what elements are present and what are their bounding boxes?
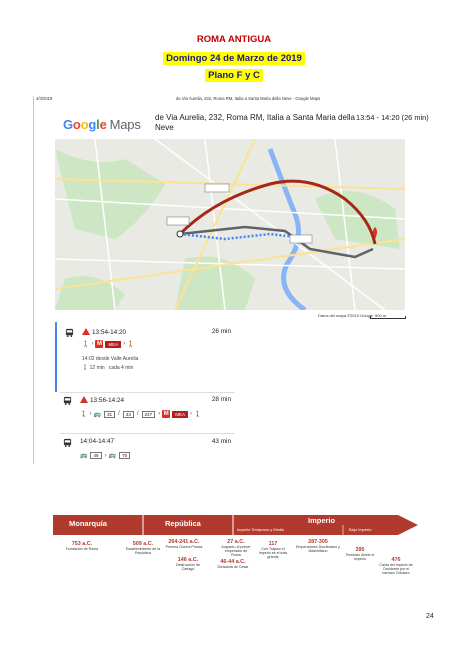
logo-word: Maps [109, 117, 141, 132]
bus-icon: 🚌 [93, 411, 101, 418]
route-steps [82, 340, 135, 348]
route-time [82, 328, 126, 336]
chevron-right-icon: › [104, 452, 107, 459]
event-text: Emperadores Diocleciano y Maximiliano [296, 545, 340, 553]
route-label-box [205, 184, 229, 192]
margin-line [33, 96, 34, 464]
event-year: 287-305 [308, 539, 328, 545]
transit-icon [63, 438, 72, 447]
bus-line: 70 [119, 452, 130, 459]
timeline-event [217, 559, 249, 569]
event-text: Dictadura de César [217, 565, 249, 569]
route-map[interactable] [55, 139, 405, 310]
event-text: Caída del imperio de Occidente por el bárbaro Odoacro [379, 563, 413, 575]
timeline-event [125, 541, 161, 555]
origin-marker [177, 231, 183, 237]
map-scale-bar [370, 316, 406, 319]
route-duration: 43 min [211, 438, 231, 445]
route-duration: 28 min [211, 396, 231, 403]
logo-letter: e [99, 117, 107, 132]
logo-letter: l [96, 117, 100, 132]
metro-line-badge: MEA [172, 411, 188, 418]
chevron-right-icon: › [91, 341, 94, 347]
event-text: Con Trajano el Imperio es el más grande [258, 547, 288, 559]
event-year: 753 a.C. [71, 541, 93, 547]
route-title: de Via Aurelia, 232, Roma RM, Italia a Santa Maria della Neve [155, 113, 355, 132]
walk-info [82, 365, 133, 371]
metro-icon: M [96, 341, 102, 347]
transit-icon [65, 328, 74, 337]
plan-heading [0, 69, 468, 82]
timeline-event [171, 557, 205, 571]
walk-time: 12 min [89, 365, 105, 371]
event-text: Establecimiento de la República [125, 547, 161, 555]
warning-icon [82, 328, 90, 335]
chevron-right-icon: › [89, 411, 92, 417]
page-number: 24 [426, 613, 434, 620]
timeline-event [65, 541, 99, 551]
timeline-event [295, 539, 341, 553]
map-scale-label: 500 m [375, 313, 387, 318]
separator: / [118, 411, 120, 417]
route-steps [80, 410, 201, 418]
separator: / [136, 411, 139, 417]
chevron-right-icon: › [190, 411, 192, 417]
era-monarquia: Monarquía [69, 519, 107, 528]
plan-heading-text: Plano F y C [205, 69, 263, 82]
timeline-arrow [53, 513, 418, 537]
timeline-event [255, 541, 291, 559]
bus-line: 31 [104, 411, 115, 418]
print-doc-title: de Via Aurelia, 232, Roma RM, Italia a Santa Maria della Neve - Google Maps [176, 96, 321, 101]
event-year: 476 [391, 557, 401, 563]
route-option-1[interactable] [55, 322, 235, 392]
walk-icon: 🚶 [127, 341, 135, 348]
logo-letter: o [72, 117, 81, 132]
route-time-range: 13:54 - 14:20 (26 min) [356, 113, 429, 122]
walk-icon: 🚶 [194, 411, 202, 418]
bus-line: 46 [90, 452, 101, 459]
event-year: 509 a.C. [132, 541, 154, 547]
route-time-text: 14:04-14:47 [80, 438, 115, 445]
metro-icon: M [163, 411, 169, 417]
event-text: Fundación de Roma [65, 547, 99, 551]
page-title: ROMA ANTIGUA [196, 34, 272, 45]
print-date: 4/3/2019 [36, 96, 53, 101]
rome-timeline [53, 513, 418, 575]
walk-icon: 🚶 [82, 341, 90, 348]
logo-letter: g [88, 117, 97, 132]
map-attribution: Datos del mapa ©2019 Google [318, 313, 373, 318]
event-text: Primera Guerra Púnica [165, 545, 203, 549]
metro-line-badge: MEA [105, 341, 121, 348]
event-text: Augusto, el primer emperador de Roma [221, 545, 251, 557]
event-year: 146 a.C. [177, 557, 199, 563]
route-option-3[interactable] [55, 433, 235, 475]
map-graphic [55, 139, 405, 310]
chevron-right-icon: › [123, 341, 126, 347]
walk-icon: 🚶 [82, 365, 89, 371]
route-label-box [290, 235, 312, 243]
route-time-text: 13:56-14:24 [90, 397, 125, 404]
route-duration: 26 min [211, 328, 231, 335]
event-year: 395 [355, 547, 365, 553]
logo-letter: G [63, 117, 73, 132]
bus-icon: 🚌 [108, 453, 117, 459]
event-year: 117 [268, 541, 278, 547]
route-option-2[interactable] [55, 393, 235, 433]
route-time-text: 13:54-14:20 [92, 329, 127, 336]
timeline-event [345, 547, 375, 561]
bus-line: 33 [123, 411, 134, 418]
date-heading [0, 52, 468, 65]
bus-icon: 🚌 [80, 453, 88, 459]
timeline-event [377, 557, 415, 575]
event-year: 46-44 a.C. [220, 559, 246, 565]
event-year: 27 a.C. [227, 539, 245, 545]
timeline-event [221, 539, 251, 557]
event-text: Teodosio divide el Imperio [345, 553, 375, 561]
departure-info: 14:02 desde Valle Aurelia [82, 356, 139, 362]
google-maps-logo [63, 117, 141, 132]
timeline-event [165, 539, 203, 549]
warning-icon [80, 396, 88, 403]
subera-early: Imperio Temprano y Medio [237, 527, 285, 532]
bus-line: 247 [142, 411, 156, 418]
route-label-box [167, 217, 189, 225]
route-time [80, 396, 124, 404]
date-heading-text: Domingo 24 de Marzo de 2019 [163, 52, 305, 65]
chevron-right-icon: › [158, 411, 161, 417]
era-imperio: Imperio [308, 516, 336, 525]
era-republica: República [165, 519, 201, 528]
route-steps [80, 452, 131, 459]
walk-icon: 🚶 [80, 411, 88, 418]
event-year: 264-241 a.C. [168, 539, 200, 545]
logo-letter: o [80, 117, 89, 132]
subera-late: Bajo Imperio [349, 527, 372, 532]
transit-icon [63, 396, 72, 405]
event-text: Destrucción de Cartago [176, 563, 200, 571]
frequency: cada 4 min [108, 365, 134, 371]
